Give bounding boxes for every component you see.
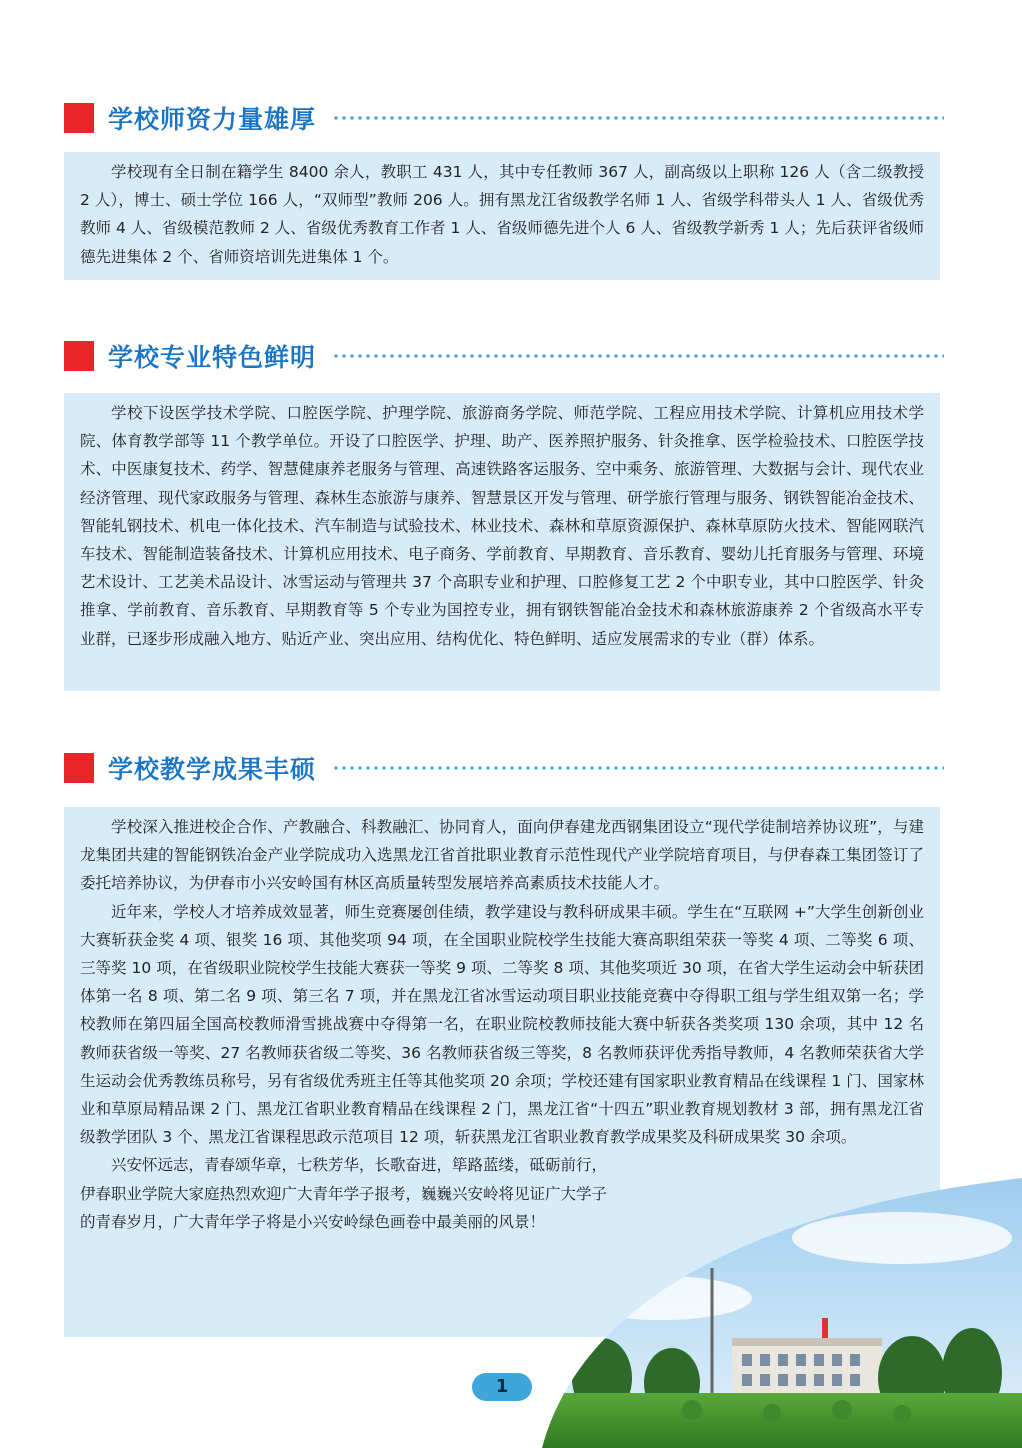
section-panel-majors [64,393,940,691]
section-heading-faculty [64,101,944,135]
page-number: 1 [472,1373,532,1401]
paragraph: 学校现有全日制在籍学生 8400 余人，教职工 431 人，其中专任教师 367 人，副高级以上职称 126 人（含二级教授 2 人），博士、硕士学位 166 人，“双师型”教师 206 人。拥有黑龙江省级教学名师 1 人、省级学科带头人 1 人、省级优秀教师 4 人、省级模范教师 2 人、省级优秀教育工作者 1 人、省级师德先进个人 6 人、省级教学新秀 1 人；先后获评省级师德先进集体 2 个、省师资培训先进集体 1 个。 [80,163,924,266]
red-square-marker [64,753,94,783]
section-panel-faculty [64,152,940,280]
dotted-rule [332,115,944,121]
red-square-marker [64,341,94,371]
campus-photo [542,1178,1022,1448]
dotted-rule [332,765,944,771]
section-title: 学校教学成果丰硕 [108,755,317,784]
section-title: 学校专业特色鲜明 [108,343,317,372]
paragraph: 学校下设医学技术学院、口腔医学院、护理学院、旅游商务学院、师范学院、工程应用技术学院、计算机应用技术学院、体育教学部等 11 个教学单位。开设了口腔医学、护理、助产、医养照护服务、针灸推拿、医学检验技术、口腔医学技术、中医康复技术、药学、智慧健康养老服务与管理、高速铁路客运服务、空中乘务、旅游管理、大数据与会计、现代农业经济管理、现代家政服务与管理、森林生态旅游与康养、智慧景区开发与管理、研学旅行管理与服务、钢铁智能冶金技术、智能轧钢技术、机电一体化技术、汽车制造与试验技术、林业技术、森林和草原资源保护、森林草原防火技术、智能网联汽车技术、智能制造装备技术、计算机应用技术、电子商务、学前教育、早期教育、音乐教育、婴幼儿托育服务与管理、环境艺术设计、工艺美术品设计、冰雪运动与管理共 37 个高职专业和护理、口腔修复工艺 2 个中职专业，其中口腔医学、针灸推拿、学前教育、音乐教育、早期教育等 5 个专业为国控专业，拥有钢铁智能冶金技术和森林旅游康养 2 个省级高水平专业群，已逐步形成融入地方、贴近产业、突出应用、结构优化、特色鲜明、适应发展需求的专业（群）体系。 [80,404,924,648]
closing-paragraph: 兴安怀远志，青春颂华章，七秩芳华，长歌奋进，筚路蓝缕，砥砺前行，伊春职业学院大家庭热烈欢迎广大青年学子报考，巍巍兴安岭将见证广大学子的青春岁月，广大青年学子将是小兴安岭绿色画卷中最美丽的风景！ [80,1156,608,1231]
section-heading-achievements [64,751,944,785]
paragraph: 学校深入推进校企合作、产教融合、科教融汇、协同育人，面向伊春建龙西钢集团设立“现代学徒制培养协议班”，与建龙集团共建的智能钢铁冶金产业学院成功入选黑龙江省首批职业教育示范性现代产业学院培育项目，与伊春森工集团签订了委托培养协议，为伊春市小兴安岭国有林区高质量转型发展培养高素质技术技能人才。 [80,818,924,893]
section-heading-majors [64,339,944,373]
red-square-marker [64,103,94,133]
section-title: 学校师资力量雄厚 [108,105,317,134]
dotted-rule [332,353,944,359]
paragraph: 近年来，学校人才培养成效显著，师生竞赛屡创佳绩，教学建设与教科研成果丰硕。学生在“互联网 +”大学生创新创业大赛斩获金奖 4 项、银奖 16 项、其他奖项 94 项，在全国职业院校学生技能大赛高职组荣获一等奖 4 项、二等奖 6 项、三等奖 10 项，在省级职业院校学生技能大赛获一等奖 9 项、二等奖 8 项、其他奖项近 30 项，在省大学生运动会中斩获团体第一名 8 项、第二名 9 项、第三名 7 项，并在黑龙江省冰雪运动项目职业技能竞赛中夺得职工组与学生组双第一名；学校教师在第四届全国高校教师滑雪挑战赛中夺得第一名，在职业院校教师技能大赛中斩获各类奖项 130 余项，其中 12 名教师获省级一等奖、27 名教师获省级二等奖、36 名教师获省级三等奖，8 名教师获评优秀指导教师，4 名教师荣获省大学生运动会优秀教练员称号，另有省级优秀班主任等其他奖项 20 余项；学校还建有国家职业教育精品在线课程 1 门、国家林业和草原局精品课 2 门、黑龙江省职业教育精品在线课程 2 门，黑龙江省“十四五”职业教育规划教材 3 部，拥有黑龙江省级教学团队 3 个、黑龙江省课程思政示范项目 12 项，斩获黑龙江省职业教育教学成果奖及科研成果奖 30 余项。 [80,902,924,1147]
